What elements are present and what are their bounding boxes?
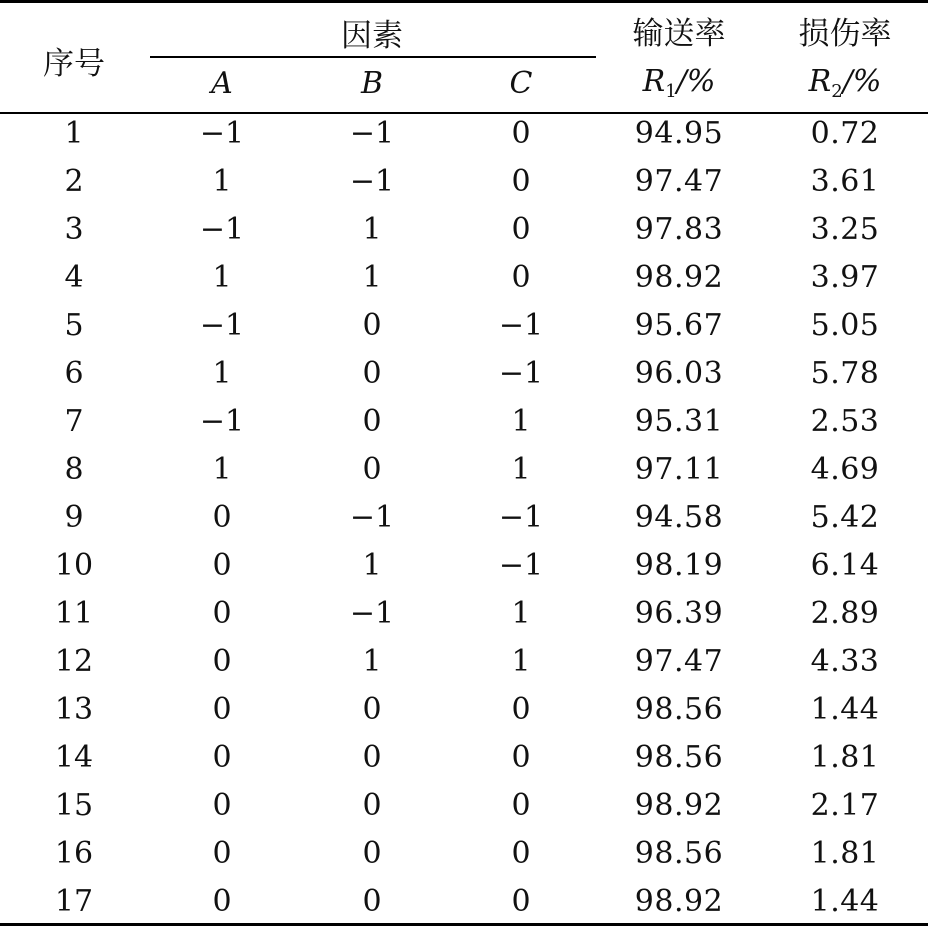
cell-r2: 1.44: [810, 692, 880, 727]
cell-r2: 5.78: [810, 356, 880, 391]
cell-factor-b: 0: [362, 740, 382, 775]
cell-r1: 96.03: [634, 356, 724, 391]
cell-factor-c: 0: [511, 116, 531, 151]
cell-r2: 2.53: [810, 404, 880, 439]
cell-factor-a: 0: [212, 692, 232, 727]
cell-seq: 8: [64, 452, 84, 487]
cell-factor-a: −1: [199, 212, 245, 247]
cell-r1: 97.47: [634, 164, 724, 199]
header-bottom-rule: [0, 112, 928, 114]
header-factor-c: C: [509, 66, 533, 101]
cell-factor-c: 0: [511, 788, 531, 823]
cell-r2: 1.81: [810, 740, 880, 775]
cell-factor-b: −1: [349, 596, 395, 631]
r2-unit: /%: [842, 64, 882, 99]
cell-seq: 17: [54, 884, 94, 919]
header-r1-unit: [643, 64, 716, 102]
cell-factor-b: 0: [362, 356, 382, 391]
r1-unit: /%: [676, 64, 716, 99]
cell-factor-b: 0: [362, 308, 382, 343]
cell-factor-a: −1: [199, 308, 245, 343]
cell-seq: 15: [54, 788, 94, 823]
cell-factor-b: 1: [362, 212, 382, 247]
cell-r1: 96.39: [634, 596, 724, 631]
cell-factor-c: −1: [498, 500, 544, 535]
cell-factor-c: 0: [511, 884, 531, 919]
cell-r2: 4.33: [810, 644, 880, 679]
cell-factor-b: 0: [362, 452, 382, 487]
cell-factor-b: −1: [349, 116, 395, 151]
cell-factor-a: −1: [199, 116, 245, 151]
cell-r1: 95.67: [634, 308, 724, 343]
cell-r2: 5.05: [810, 308, 880, 343]
cell-seq: 2: [64, 164, 84, 199]
cell-factor-c: 1: [511, 596, 531, 631]
cell-r2: 0.72: [810, 116, 880, 151]
cell-r2: 3.25: [810, 212, 880, 247]
header-factor-b: B: [360, 66, 384, 101]
factor-subrule: [150, 56, 596, 58]
cell-r1: 98.19: [634, 548, 724, 583]
cell-r2: 5.42: [810, 500, 880, 535]
cell-r1: 97.47: [634, 644, 724, 679]
cell-factor-a: 1: [212, 356, 232, 391]
cell-factor-b: 0: [362, 836, 382, 871]
cell-factor-a: 0: [212, 884, 232, 919]
cell-factor-a: 0: [212, 740, 232, 775]
cell-factor-b: 0: [362, 884, 382, 919]
cell-seq: 12: [54, 644, 94, 679]
cell-factor-c: 0: [511, 260, 531, 295]
cell-factor-c: 0: [511, 212, 531, 247]
table-bottom-rule: [0, 923, 928, 926]
cell-seq: 3: [64, 212, 84, 247]
cell-factor-c: 0: [511, 740, 531, 775]
cell-r1: 98.92: [634, 884, 724, 919]
cell-r1: 94.95: [634, 116, 724, 151]
cell-factor-c: 0: [511, 164, 531, 199]
cell-factor-c: 0: [511, 836, 531, 871]
cell-r2: 1.44: [810, 884, 880, 919]
cell-factor-a: 1: [212, 452, 232, 487]
header-factor: 因素: [341, 18, 403, 54]
cell-factor-a: −1: [199, 404, 245, 439]
cell-r2: 2.17: [810, 788, 880, 823]
cell-factor-c: 0: [511, 692, 531, 727]
cell-r1: 94.58: [634, 500, 724, 535]
cell-r1: 95.31: [634, 404, 724, 439]
cell-seq: 1: [64, 116, 84, 151]
cell-factor-b: −1: [349, 164, 395, 199]
cell-factor-b: 1: [362, 548, 382, 583]
cell-r2: 3.61: [810, 164, 880, 199]
header-seq: 序号: [43, 46, 105, 82]
r2-subscript: 2: [831, 81, 843, 102]
cell-seq: 4: [64, 260, 84, 295]
cell-factor-a: 0: [212, 788, 232, 823]
header-r1-title: 输送率: [632, 16, 726, 52]
cell-factor-c: −1: [498, 356, 544, 391]
cell-factor-b: 1: [362, 260, 382, 295]
cell-seq: 5: [64, 308, 84, 343]
cell-r1: 98.56: [634, 692, 724, 727]
cell-factor-c: 1: [511, 404, 531, 439]
cell-factor-a: 0: [212, 836, 232, 871]
table-top-rule: [0, 0, 928, 3]
cell-seq: 16: [54, 836, 94, 871]
cell-factor-a: 0: [212, 500, 232, 535]
r1-subscript: 1: [665, 81, 677, 102]
cell-factor-b: 0: [362, 692, 382, 727]
cell-r2: 4.69: [810, 452, 880, 487]
r1-symbol: R: [642, 64, 666, 99]
cell-r2: 2.89: [810, 596, 880, 631]
cell-factor-c: −1: [498, 548, 544, 583]
cell-factor-a: 0: [212, 644, 232, 679]
cell-r1: 98.56: [634, 836, 724, 871]
cell-seq: 7: [64, 404, 84, 439]
cell-r1: 97.83: [634, 212, 724, 247]
cell-seq: 13: [54, 692, 94, 727]
cell-factor-b: −1: [349, 500, 395, 535]
cell-factor-b: 1: [362, 644, 382, 679]
cell-r1: 97.11: [634, 452, 724, 487]
cell-factor-a: 0: [212, 548, 232, 583]
cell-r1: 98.92: [634, 788, 724, 823]
cell-r2: 6.14: [810, 548, 880, 583]
cell-factor-c: 1: [511, 644, 531, 679]
cell-r2: 3.97: [810, 260, 880, 295]
cell-factor-a: 1: [212, 164, 232, 199]
cell-factor-c: 1: [511, 452, 531, 487]
cell-r2: 1.81: [810, 836, 880, 871]
r2-symbol: R: [808, 64, 832, 99]
cell-r1: 98.92: [634, 260, 724, 295]
header-r2-title: 损伤率: [798, 16, 892, 52]
cell-r1: 98.56: [634, 740, 724, 775]
cell-seq: 10: [54, 548, 94, 583]
cell-seq: 11: [54, 596, 94, 631]
cell-seq: 14: [54, 740, 94, 775]
cell-factor-b: 0: [362, 404, 382, 439]
header-r2-unit: [809, 64, 882, 102]
cell-seq: 6: [64, 356, 84, 391]
header-factor-a: A: [211, 66, 233, 101]
cell-factor-a: 0: [212, 596, 232, 631]
cell-factor-b: 0: [362, 788, 382, 823]
cell-factor-a: 1: [212, 260, 232, 295]
cell-factor-c: −1: [498, 308, 544, 343]
cell-seq: 9: [64, 500, 84, 535]
